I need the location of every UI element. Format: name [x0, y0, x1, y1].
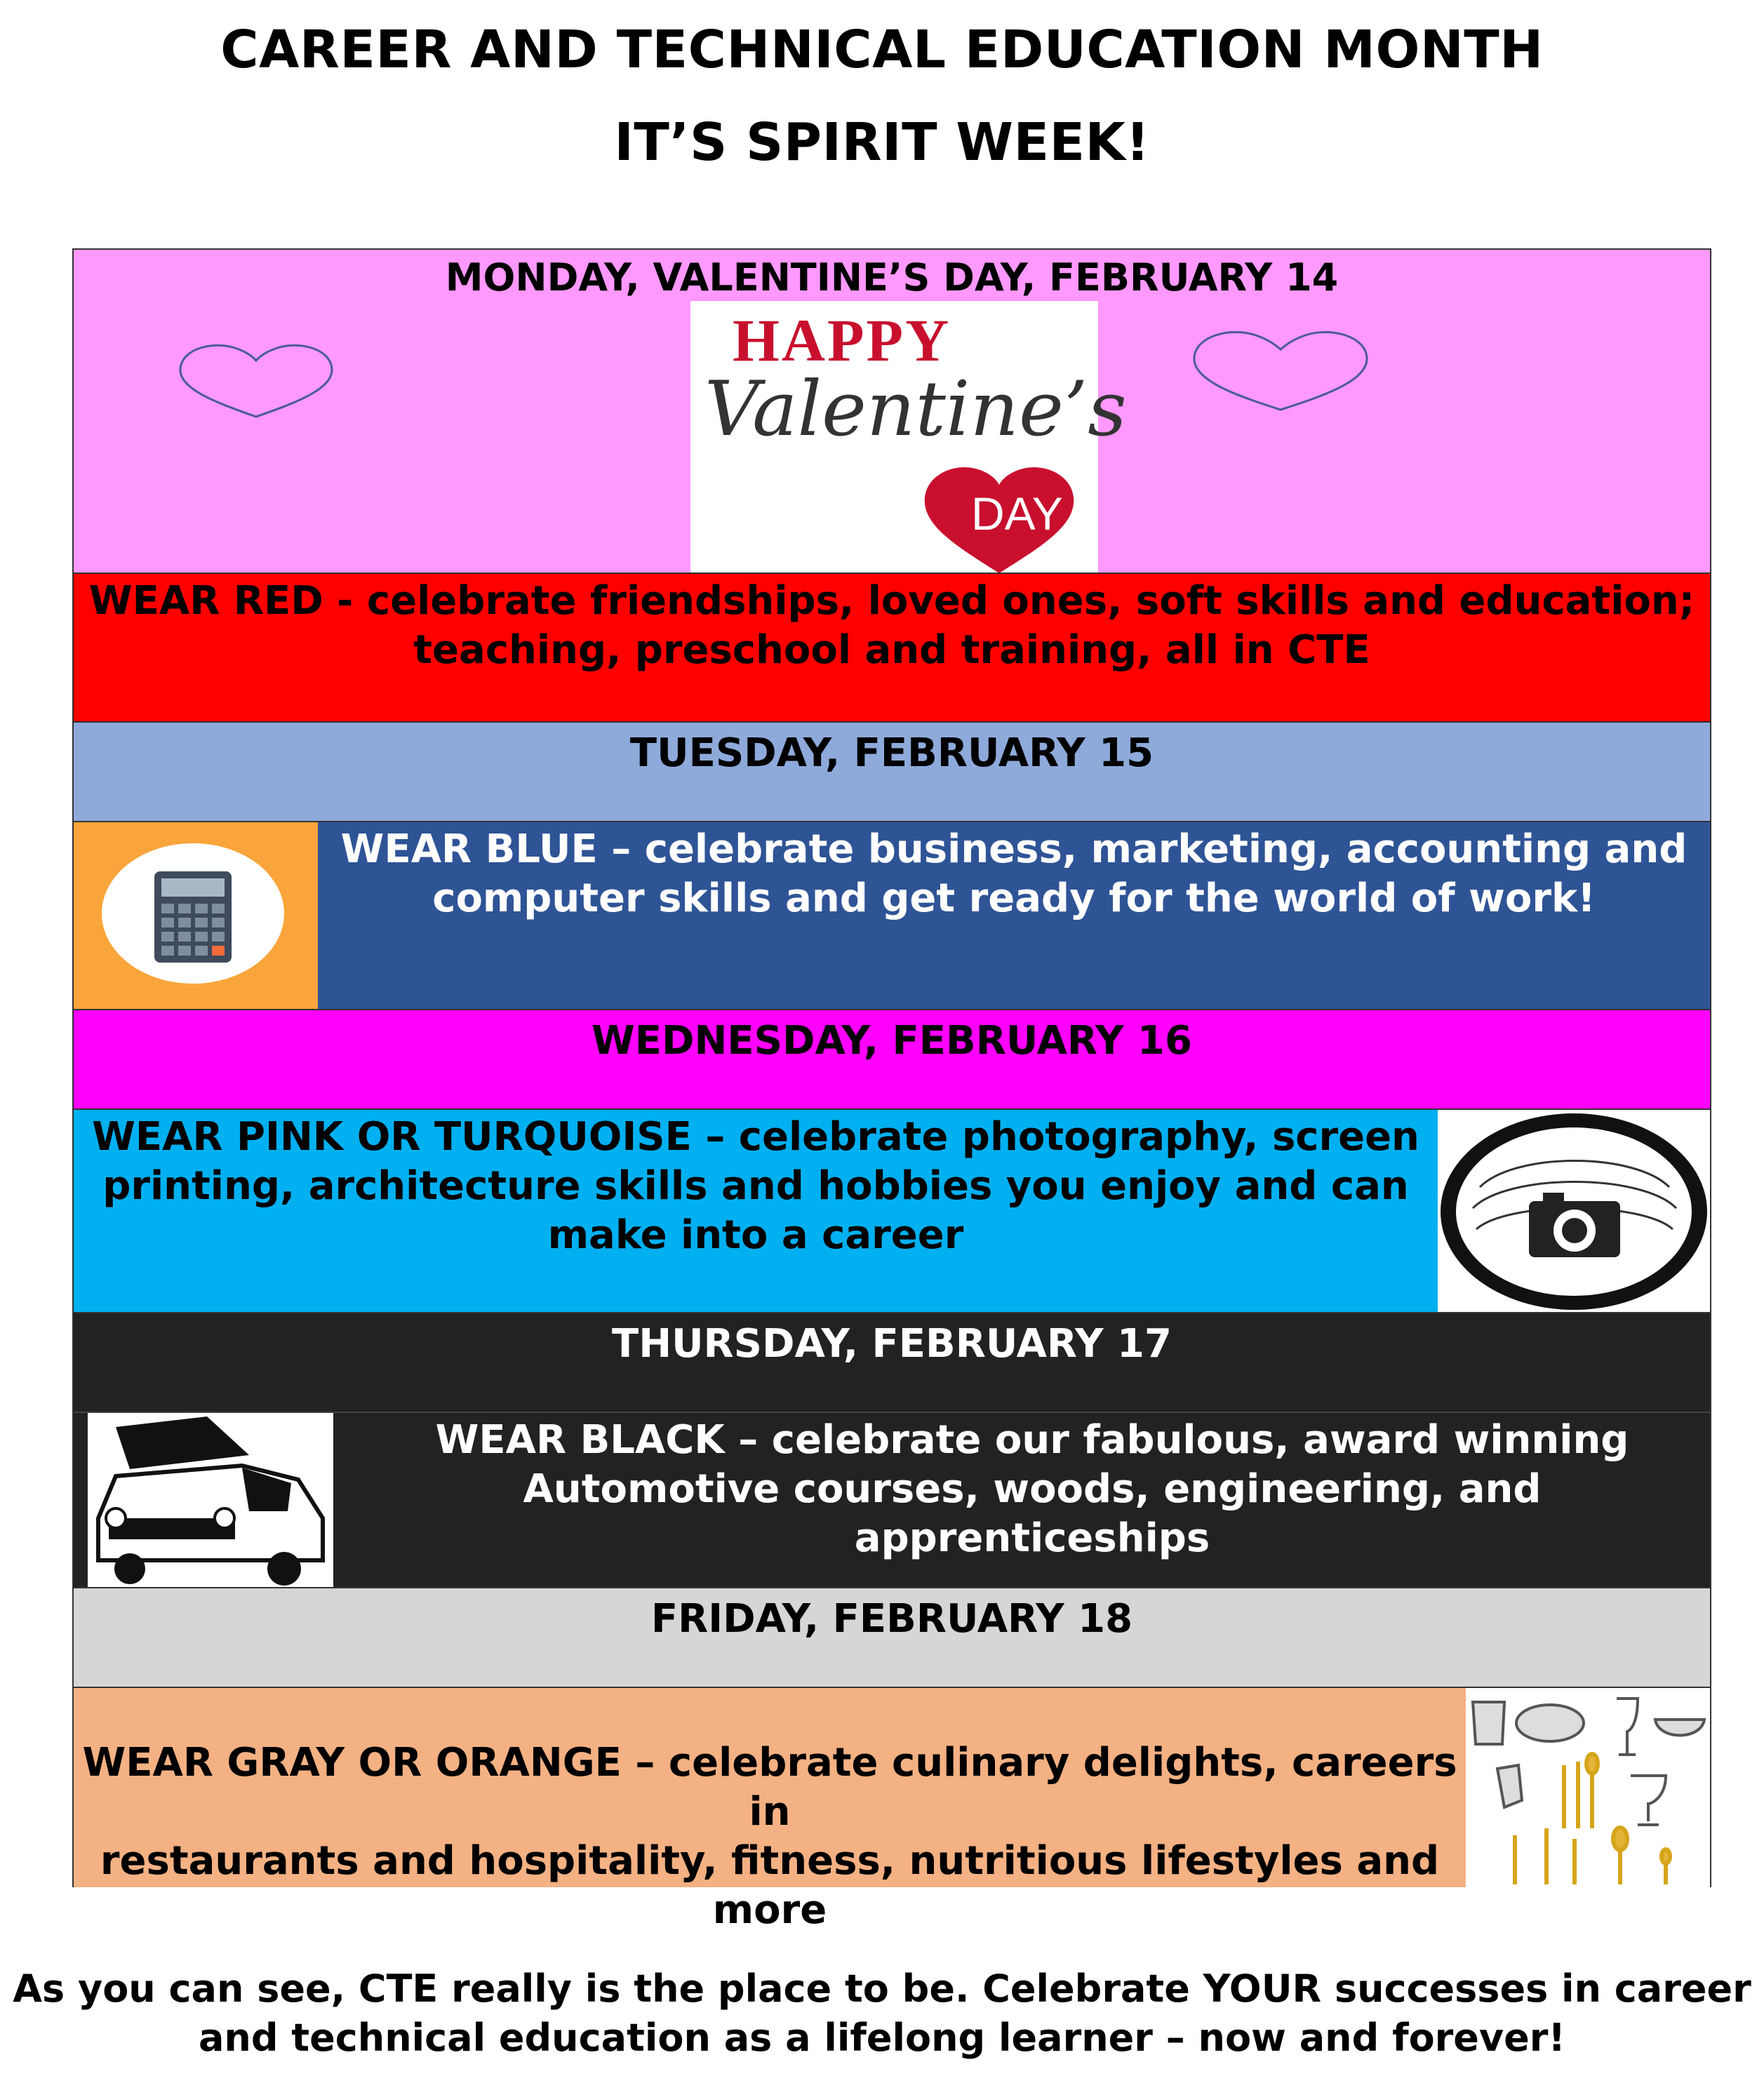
closing-message: As you can see, CTE really is the place to be. Celebrate YOUR successes in career and technical education as a lifelong learner – now and forever! — [13, 1967, 1751, 2060]
page-title: CAREER AND TECHNICAL EDUCATION MONTH — [220, 20, 1544, 80]
thursday-description-row — [74, 1412, 1710, 1587]
tableware-icon — [1466, 1688, 1710, 1889]
friday-header-row — [74, 1587, 1710, 1687]
friday-description: WEAR GRAY OR ORANGE – celebrate culinary delights, careers in restaurants and hospitality, fitness, nutritious lifestyles and more — [82, 1740, 1457, 1933]
page-subtitle: IT’S SPIRIT WEEK! — [614, 112, 1150, 173]
tuesday-description-row — [74, 821, 1710, 1009]
wednesday-description-row — [74, 1109, 1710, 1312]
monday-description-row — [74, 572, 1710, 721]
wednesday-description: WEAR PINK OR TURQUOISE – celebrate photography, screen printing, architecture skills and hobbies you enjoy and can make into a career — [92, 1114, 1419, 1258]
thursday-header-row — [74, 1312, 1710, 1412]
valentines-day-logo: HAPPY Valentine’s DAY — [690, 301, 1098, 572]
camera-photographer-icon — [1438, 1110, 1710, 1313]
spirit-week-table — [72, 248, 1711, 1933]
monday-header-row — [74, 250, 1710, 572]
thursday-description: WEAR BLACK – celebrate our fabulous, award winning Automotive courses, woods, engineering, and apprenticeships — [435, 1417, 1629, 1561]
tuesday-description: WEAR BLUE – celebrate business, marketing, accounting and computer skills and get ready for the world of work! — [340, 826, 1688, 921]
wednesday-header-row — [74, 1009, 1710, 1109]
friday-header: FRIDAY, FEBRUARY 18 — [650, 1596, 1133, 1642]
heart-outline-icon — [179, 341, 333, 418]
thursday-header: THURSDAY, FEBRUARY 17 — [612, 1321, 1172, 1367]
tuesday-header: TUESDAY, FEBRUARY 15 — [629, 730, 1154, 776]
heart-outline-icon — [1193, 327, 1368, 411]
car-open-hood-icon — [88, 1413, 333, 1587]
monday-header: MONDAY, VALENTINE’S DAY, FEBRUARY 14 — [445, 255, 1339, 300]
monday-description: WEAR RED - celebrate friendships, loved ones, soft skills and education; teaching, preschool and training, all in CTE — [88, 578, 1695, 673]
tuesday-header-row — [74, 721, 1710, 821]
wednesday-header: WEDNESDAY, FEBRUARY 16 — [592, 1018, 1192, 1064]
calculator-icon — [74, 822, 318, 1010]
friday-description-row — [74, 1687, 1710, 1933]
